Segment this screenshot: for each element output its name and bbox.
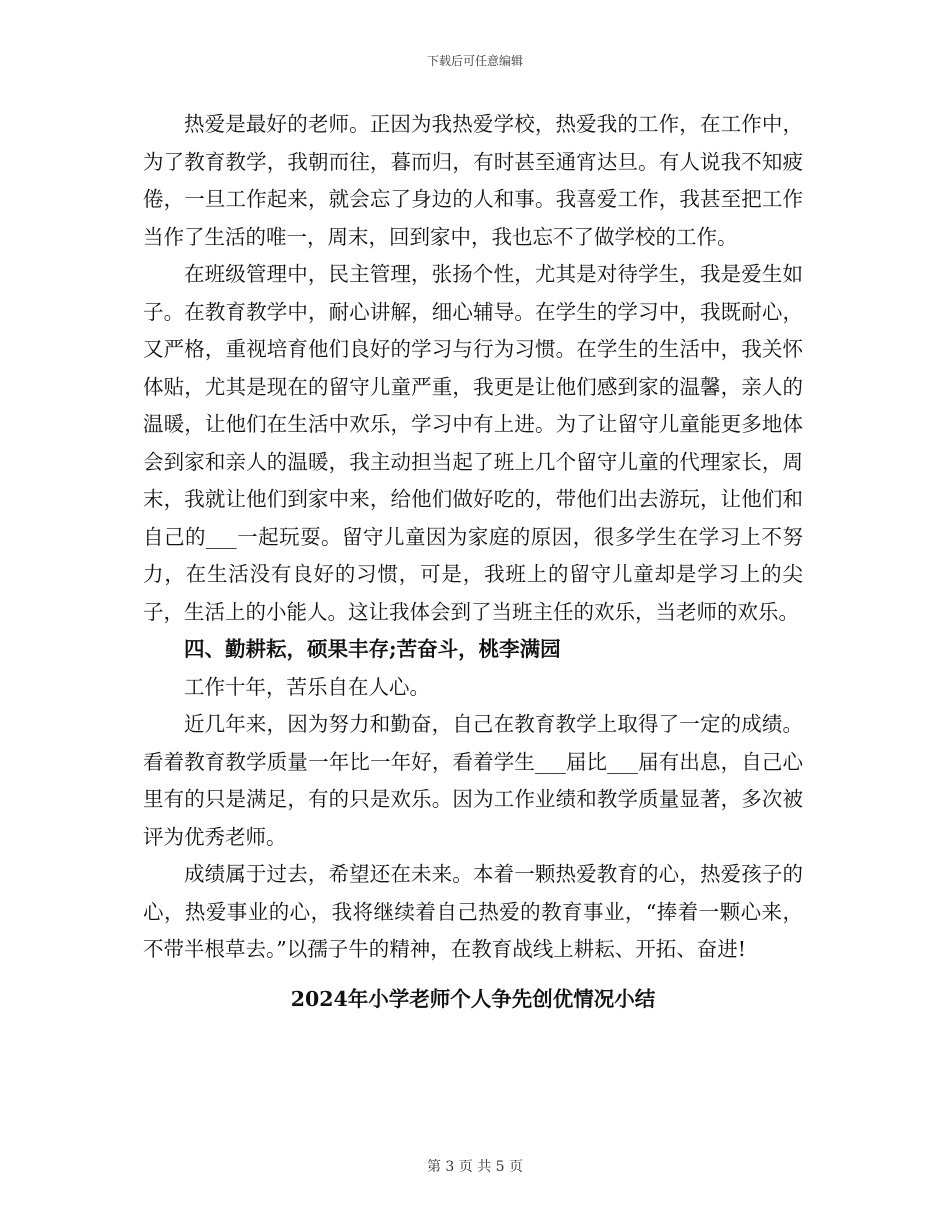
paragraph-class-management: 在班级管理中，民主管理，张扬个性，尤其是对待学生，我是爱生如子。在教育教学中，耐心讲解，细心辅导。在学生的学习中，我既耐心，又严格，重视培育他们良好的学习与行为习惯。在学生的生活中，我关怀体贴，尤其是现在的留守儿童严重，我更是让他们感到家的温馨，亲人的温暖，让他们在生活中欢乐，学习中有上进。为了让留守儿童能更多地体会到家和亲人的温暖，我主动担当起了班上几个留守儿童的代理家长，周末，我就让他们到家中来，给他们做好吃的，带他们出去游玩，让他们和自己的___一起玩耍。留守儿童因为家庭的原因，很多学生在学习上不努力，在生活没有良好的习惯，可是，我班上的留守儿童却是学习上的尖子，生活上的小能人。这让我体会到了当班主任的欢乐，当老师的欢乐。 [143, 262, 803, 624]
page-footer: 第 3 页 共 5 页 [426, 1159, 524, 1175]
paragraph-achievements: 近几年来，因为努力和勤奋，自己在教育教学上取得了一定的成绩。看着教育教学质量一年比一年好，看着学生___届比___届有出息，自己心里有的只是满足，有的只是欢乐。因为工作业绩和教学质量显著，多次被评为优秀老师。 [143, 712, 803, 849]
paragraph-future: 成绩属于过去，希望还在未来。本着一颗热爱教育的心，热爱孩子的心，热爱事业的心，我将继续着自己热爱的教育事业，“捧着一颗心来，不带半根草去。”以孺子牛的精神，在教育战线上耕耘、开拓、奋进! [143, 862, 803, 961]
document-body [143, 106, 803, 1018]
paragraph-ten-years: 工作十年，苦乐自在人心。 [184, 674, 430, 699]
next-document-title: 2024年小学老师个人争先创优情况小结 [290, 986, 656, 1011]
page-header: 下载后可任意编辑 [426, 54, 523, 68]
paragraph-love-of-work: 热爱是最好的老师。正因为我热爱学校，热爱我的工作，在工作中，为了教育教学，我朝而往，暮而归，有时甚至通宵达旦。有人说我不知疲倦，一旦工作起来，就会忘了身边的人和事。我喜爱工作，我甚至把工作当作了生活的唯一，周末，回到家中，我也忘不了做学校的工作。 [143, 112, 803, 249]
section-heading-four: 四、勤耕耘，硕果丰存;苦奋斗，桃李满园 [184, 637, 561, 661]
